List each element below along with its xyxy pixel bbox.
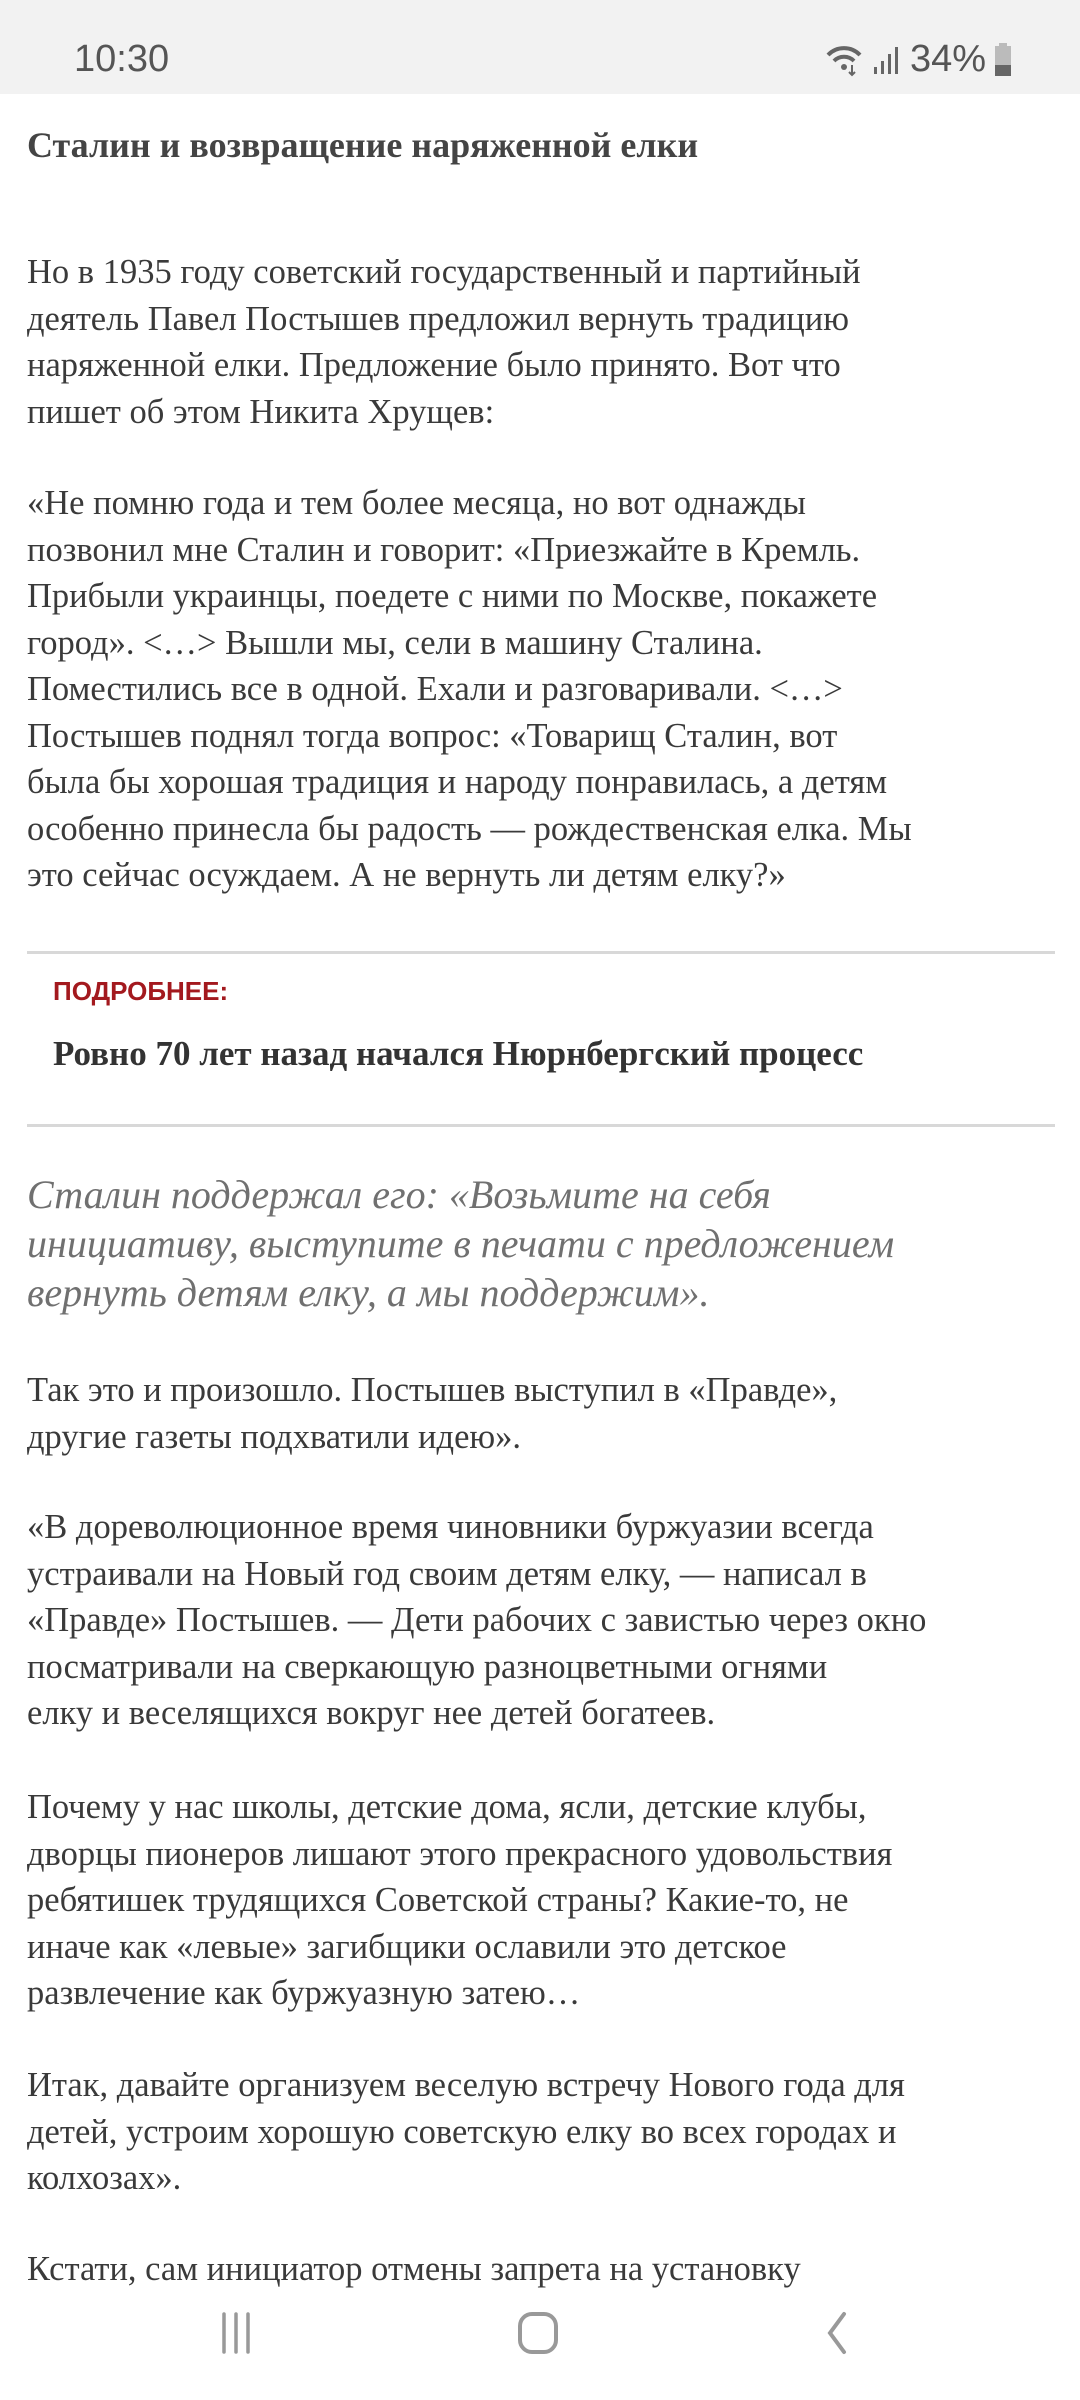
signal-icon [872, 45, 902, 75]
text-line: детей, устроим хорошую советскую елку во всех городах и [27, 2112, 897, 2151]
paragraph [27, 1504, 926, 1737]
text-line: это сейчас осуждаем. А не вернуть ли детям елку?» [27, 856, 786, 894]
paragraph [27, 1784, 892, 2017]
paragraph [27, 2246, 801, 2290]
back-icon [822, 2310, 852, 2356]
text-line: «В дореволюционное время чиновники буржуазии всегда [27, 1508, 874, 1546]
text-line: была бы хорошая традиция и народу понравилась, а детям [27, 763, 888, 801]
text-line: Итак, давайте организуем веселую встречу Нового года для [27, 2066, 905, 2104]
wifi-icon [824, 43, 864, 77]
text-line: иначе как «левые» загибщики ославили это детское [27, 1927, 787, 1966]
text-line: особенно принесла бы радость — рождественская елка. Мы [27, 809, 912, 848]
recent-apps-button[interactable] [214, 2310, 258, 2359]
status-bar [0, 0, 1080, 94]
pull-quote [27, 1170, 894, 1317]
text-line: позвонил мне Сталин и говорит: «Приезжайте в Кремль. [27, 530, 861, 569]
text-line: развлечение как буржуазную затею… [27, 1974, 581, 2012]
text-line: устраивали на Новый год своим детям елку, — написал в [27, 1554, 867, 1593]
home-button[interactable] [516, 2310, 560, 2361]
text-line: наряженной елки. Предложение было принято. Вот что [27, 346, 841, 384]
paragraph [27, 249, 861, 435]
article-content [0, 94, 1080, 2290]
text-line: «Правде» Постышев. — Дети рабочих с завистью через окно [27, 1601, 927, 1639]
text-line: колхозах». [27, 2159, 182, 2197]
text-line: вернуть детям елку, а мы поддержим». [27, 1270, 710, 1315]
text-line: Так это и произошло. Постышев выступил в «Правде», [27, 1371, 838, 1409]
related-label: ПОДРОБНЕЕ: [53, 976, 229, 1006]
text-line: инициативу, выступите в печати с предложением [27, 1221, 895, 1266]
text-line: другие газеты подхватили идею». [27, 1417, 522, 1456]
navigation-bar [0, 2290, 1080, 2400]
battery-icon [994, 43, 1012, 77]
divider [27, 1124, 1055, 1127]
text-line: елку и веселящихся вокруг нее детей богатеев. [27, 1694, 716, 1732]
text-line: Прибыли украинцы, поедете с ними по Москве, покажете [27, 577, 878, 615]
related-article-link[interactable]: Ровно 70 лет назад начался Нюрнбергский процесс [53, 1034, 864, 1073]
text-line: деятель Павел Постышев предложил вернуть традицию [27, 299, 850, 338]
text-line: Но в 1935 году советский государственный и партийный [27, 253, 861, 291]
quote-paragraph [27, 480, 912, 899]
text-line: Поместились все в одной. Ехали и разговаривали. <…> [27, 670, 843, 708]
paragraph [27, 2062, 905, 2202]
text-line: «Не помню года и тем более месяца, но вот однажды [27, 484, 806, 522]
battery-percent: 34% [909, 38, 986, 80]
recent-apps-icon [214, 2310, 258, 2354]
text-line: Сталин поддержал его: «Возьмите на себя [27, 1172, 771, 1217]
back-button[interactable] [822, 2310, 852, 2361]
status-time: 10:30 [74, 38, 170, 80]
text-line: Постышев поднял тогда вопрос: «Товарищ Сталин, вот [27, 716, 838, 755]
text-line: город». <…> Вышли мы, сели в машину Сталина. [27, 623, 763, 662]
text-line: дворцы пионеров лишают этого прекрасного удовольствия [27, 1834, 893, 1873]
paragraph [27, 1367, 837, 1460]
text-line: пишет об этом Никита Хрущев: [27, 392, 495, 431]
divider [27, 951, 1055, 954]
home-icon [516, 2310, 560, 2356]
text-line: ребятишек трудящихся Советской страны? Какие-то, не [27, 1881, 849, 1919]
text-line: Кстати, сам инициатор отмены запрета на установку [27, 2250, 801, 2288]
section-heading: Сталин и возвращение наряженной елки [27, 125, 699, 165]
text-line: посматривали на сверкающую разноцветными огнями [27, 1647, 828, 1686]
text-line: Почему у нас школы, детские дома, ясли, детские клубы, [27, 1788, 867, 1826]
